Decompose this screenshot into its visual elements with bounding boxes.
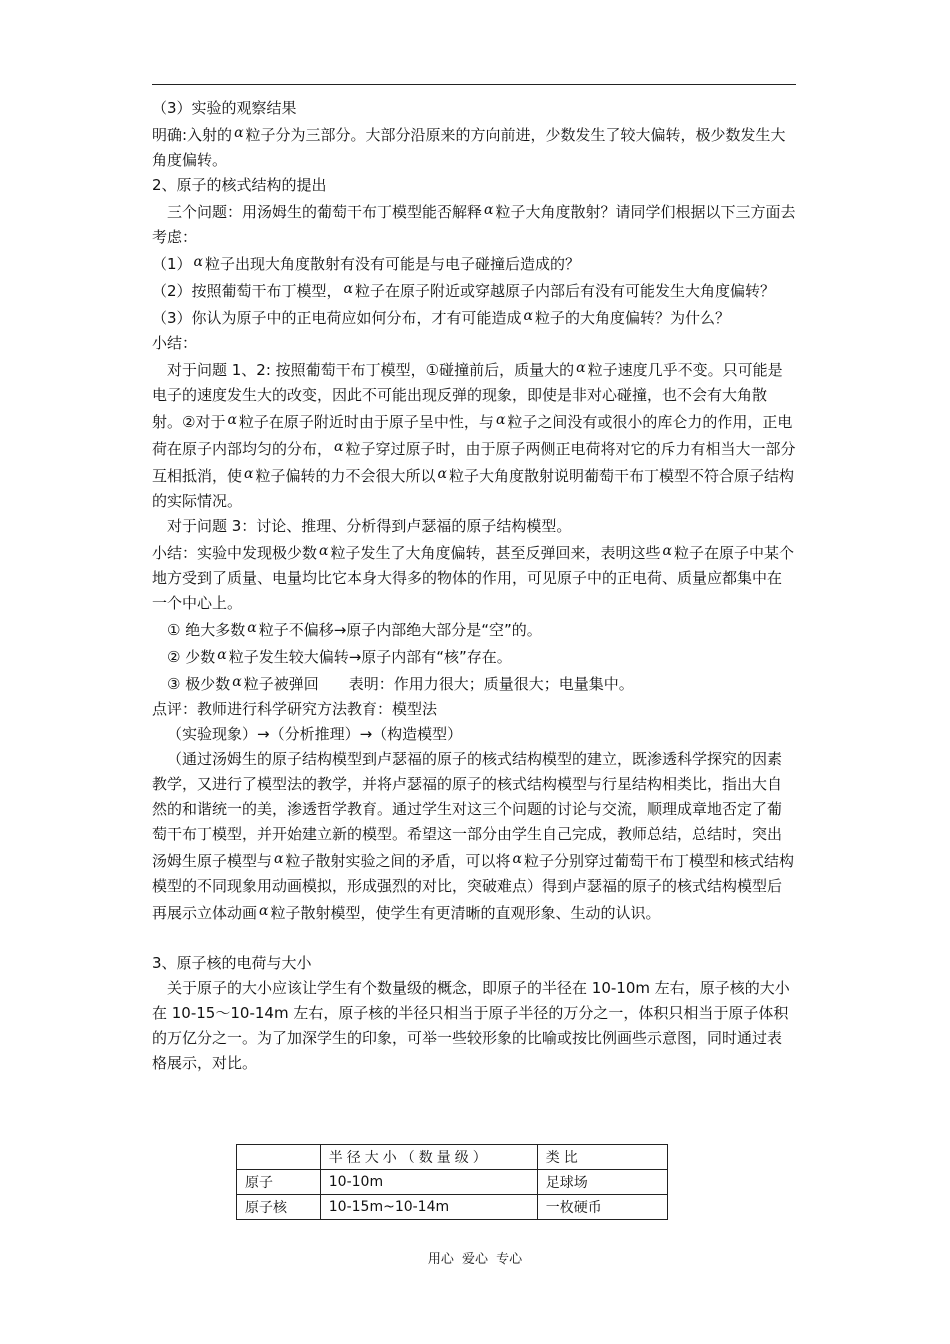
paragraph: 小结：实验中发现极少数 α 粒子发生了大角度偏转，甚至反弹回来，表明这些 α 粒子在原子中某个地方受到了质量、电量均比它本身大得多的物体的作用，可见原子中的正电荷、质量应都集中在一个中心上。 bbox=[152, 543, 794, 612]
alpha-symbol: α bbox=[437, 466, 447, 482]
alpha-symbol: α bbox=[319, 543, 329, 559]
alpha-symbol: α bbox=[232, 674, 242, 690]
section-heading: 2、原子的核式结构的提出 bbox=[152, 176, 327, 194]
table-header-cell bbox=[237, 1145, 321, 1170]
list-item: ② 少数 α 粒子发生较大偏转→原子内部有“核”存在。 bbox=[167, 647, 512, 666]
paragraph: 小结： bbox=[152, 334, 198, 352]
table-row bbox=[237, 1195, 668, 1220]
table-cell: 10-15m~10-14m bbox=[320, 1195, 537, 1220]
spacer bbox=[152, 926, 796, 951]
alpha-symbol: α bbox=[495, 412, 506, 428]
paragraph: 三个问题：用汤姆生的葡萄干布丁模型能否解释 α 粒子大角度散射？请同学们根据以下三方面去考虑： bbox=[152, 202, 796, 246]
table-header-row bbox=[237, 1145, 668, 1170]
alpha-symbol: α bbox=[662, 543, 672, 559]
paragraph: 点评：教师进行科学研究方法教育：模型法 bbox=[152, 700, 438, 718]
alpha-symbol: α bbox=[227, 412, 237, 428]
table-cell: 10-10m bbox=[320, 1170, 537, 1195]
question-3: （3）你认为原子中的正电荷应如何分布，才有可能造成 α 粒子的大角度偏转？为什么？ bbox=[152, 308, 731, 327]
alpha-symbol: α bbox=[343, 281, 354, 297]
question-1: （1） α 粒子出现大角度散射有没有可能是与电子碰撞后造成的？ bbox=[152, 254, 581, 273]
alpha-symbol: α bbox=[334, 439, 344, 455]
comparison-table bbox=[236, 1144, 668, 1220]
paragraph: 对于问题 3：讨论、推理、分析得到卢瑟福的原子结构模型。 bbox=[167, 517, 572, 535]
alpha-symbol: α bbox=[512, 851, 522, 867]
paragraph: 关于原子的大小应该让学生有个数量级的概念，即原子的半径在 10-10m 左右，原子核的大小在 10-15～10-14m 左右，原子核的半径只相当于原子半径的万分之一，体积只相当于原子体积的万亿分之一。为了加深学生的印象，可举一些较形象的比喻或按比例画些示意图，同时通过表格展示，对比。 bbox=[152, 979, 790, 1072]
question-2: （2）按照葡萄干布丁模型， α 粒子在原子附近或穿越原子内部后有没有可能发生大角度偏转？ bbox=[152, 281, 776, 300]
alpha-symbol: α bbox=[244, 466, 254, 482]
paragraph: （3）实验的观察结果 bbox=[152, 99, 297, 117]
alpha-symbol: α bbox=[523, 308, 534, 324]
alpha-symbol: α bbox=[259, 903, 269, 919]
table-cell: 一枚硬币 bbox=[537, 1195, 667, 1220]
alpha-symbol: α bbox=[484, 202, 494, 218]
paragraph: （通过汤姆生的原子结构模型到卢瑟福的原子的核式结构模型的建立，既渗透科学探究的因素教学，又进行了模型法的教学，并将卢瑟福的原子的核式结构模型与行星结构相类比，指出大自然的和谐统一的美，渗透哲学教育。通过学生对这三个问题的讨论与交流，顺理成章地否定了葡萄干布丁模型，并开始建立新的模型。希望这一部分由学生自己完成，教师总结，总结时，突出汤姆生原子模型与 α 粒子散射实验之间的矛盾，可以将 α 粒子分别穿过葡萄干布丁模型和核式结构模型的不同现象用动画模拟，形成强烈的对比，突破难点）得到卢瑟福的原子的核式结构模型后再展示立体动画 α 粒子散射模型，使学生有更清晰的直观形象、生动的认识。 bbox=[152, 750, 794, 922]
paragraph: 对于问题 1、2: 按照葡萄干布丁模型，①碰撞前后，质量大的 α 粒子速度几乎不变。只可能是电子的速度发生大的改变，因此不可能出现反弹的现象，即使是非对心碰撞，也不会有大角散射。②对于 α 粒子在原子附近时由于原子呈中性，与 α 粒子之间没有或很小的库仑力的作用，正电荷在原子内部均匀的分布， α 粒子穿过原子时，由于原子两侧正电荷将对它的斥力有相当大一部分互相抵消，使 α 粒子偏转的力不会很大所以 α 粒子大角度散射说明葡萄干布丁模型不符合原子结构的实际情况。 bbox=[152, 360, 796, 510]
table-cell: 原子核 bbox=[237, 1195, 321, 1220]
alpha-symbol: α bbox=[576, 360, 586, 376]
alpha-symbol: α bbox=[193, 254, 204, 270]
table-row bbox=[237, 1170, 668, 1195]
header-rule bbox=[152, 84, 796, 85]
alpha-symbol: α bbox=[247, 620, 257, 636]
table-cell: 原子 bbox=[237, 1170, 321, 1195]
table-header-cell: 半径大小（数量级） bbox=[320, 1145, 537, 1170]
list-item: ③ 极少数 α 粒子被弹回 表明：作用力很大；质量很大；电量集中。 bbox=[167, 674, 634, 693]
document-body bbox=[152, 96, 796, 1076]
page-footer: 用心 爱心 专心 bbox=[427, 1252, 523, 1267]
section-heading: 3、原子核的电荷与大小 bbox=[152, 954, 312, 972]
alpha-symbol: α bbox=[234, 125, 244, 141]
table-cell: 足球场 bbox=[537, 1170, 667, 1195]
paragraph: 明确:入射的 α 粒子分为三部分。大部分沿原来的方向前进，少数发生了较大偏转，极少数发生大角度偏转。 bbox=[152, 125, 786, 169]
paragraph: （实验现象）→（分析推理）→（构造模型） bbox=[167, 725, 463, 743]
list-item: ① 绝大多数 α 粒子不偏移→原子内部绝大部分是“空”的。 bbox=[167, 620, 542, 639]
table-header-cell: 类比 bbox=[537, 1145, 667, 1170]
alpha-symbol: α bbox=[274, 851, 284, 867]
alpha-symbol: α bbox=[217, 647, 227, 663]
